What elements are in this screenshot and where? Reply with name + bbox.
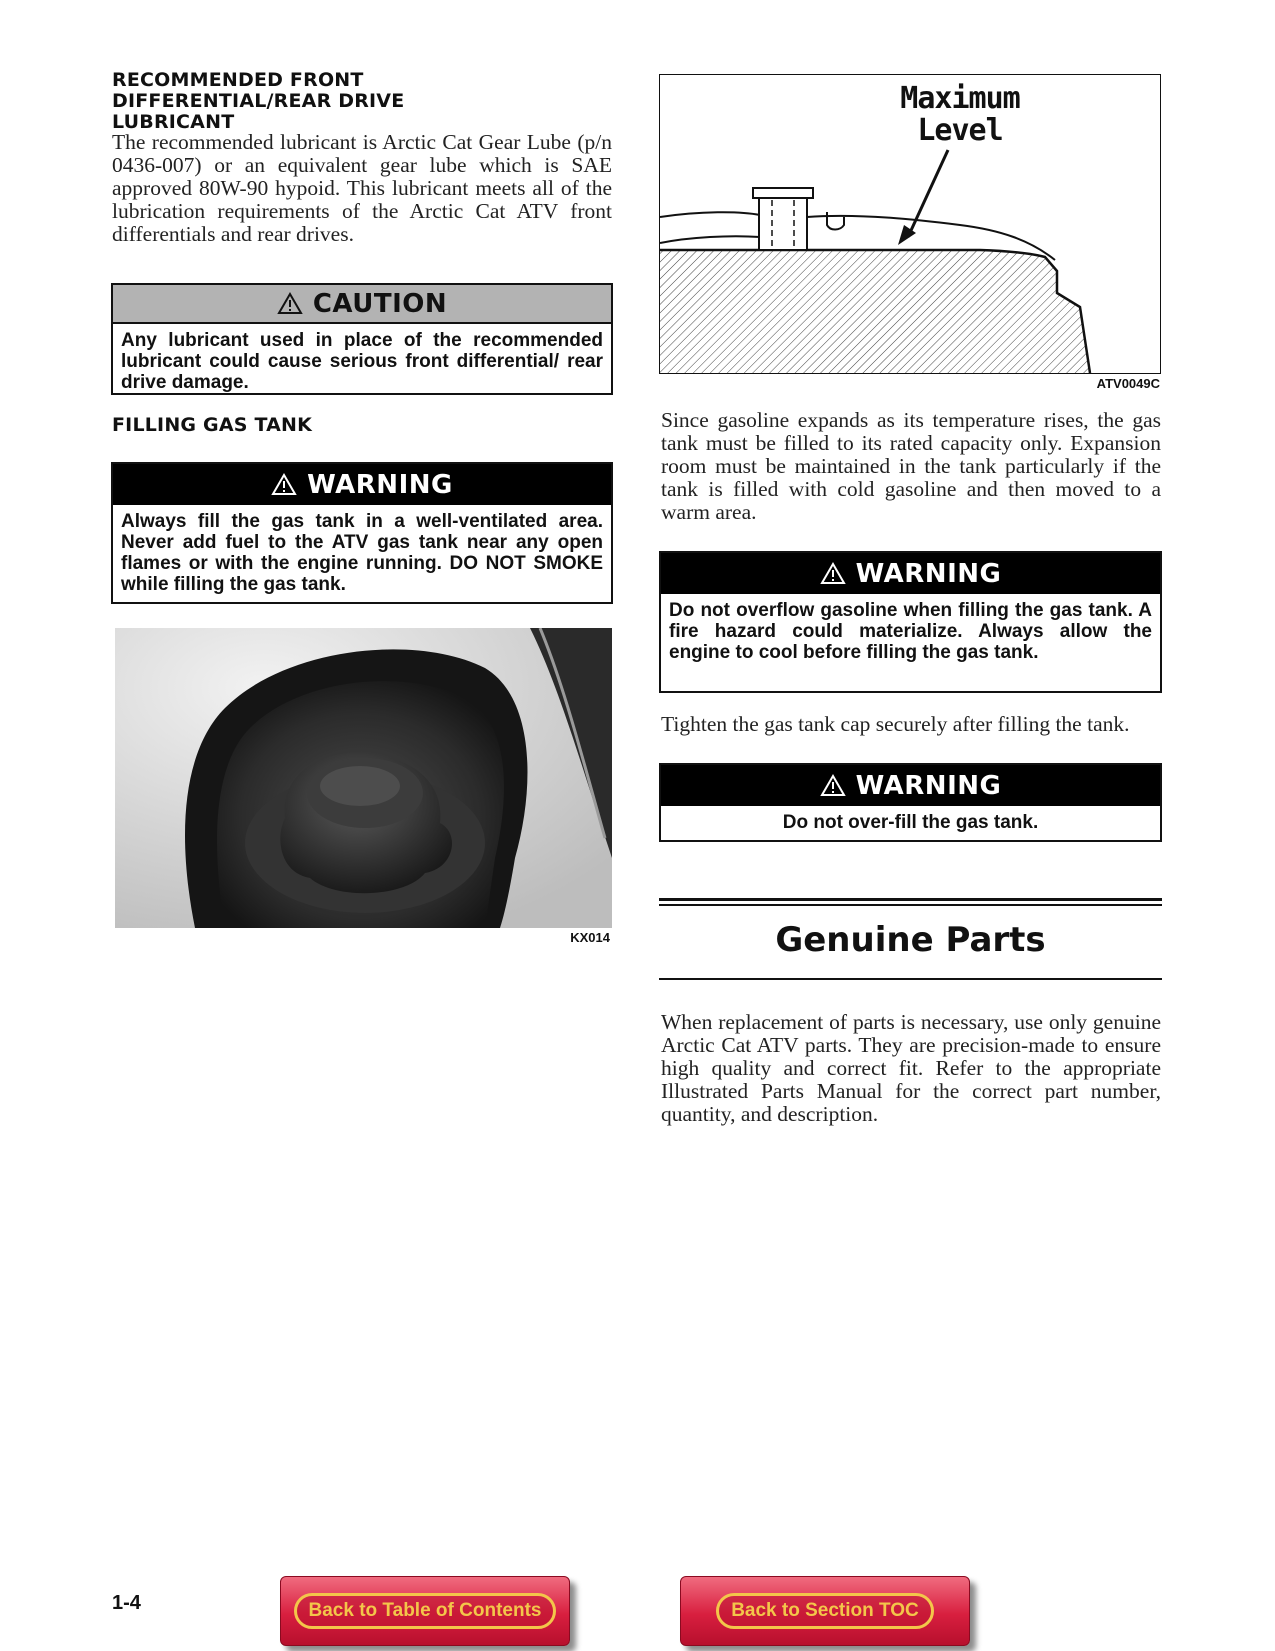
warning-text: Do not overflow gasoline when filling the gas tank. A fire hazard could materialize. Always allow the engine to cool before filling the gas tank.	[669, 600, 1152, 663]
filling-heading: FILLING GAS TANK	[112, 414, 313, 436]
warning-box-overfill	[659, 763, 1162, 842]
heading-line: RECOMMENDED FRONT	[112, 69, 364, 91]
warning-text: Do not over-fill the gas tank.	[782, 812, 1039, 833]
section-rule-top	[659, 898, 1162, 901]
warning-title: WARNING	[307, 469, 453, 500]
warning-header	[661, 765, 1160, 806]
gas-cap-photo	[115, 628, 612, 928]
expansion-paragraph: Since gasoline expands as its temperature rises, the gas tank must be filled to its rated capacity only. Expansion room must be maintained in the tank particularly if the tank is filled with cold gasoline and then moved to a warm area.	[661, 408, 1161, 524]
warning-header	[113, 464, 611, 505]
warning-triangle-icon	[271, 473, 297, 496]
section-title: Genuine Parts	[775, 920, 1046, 960]
caution-header	[113, 285, 611, 324]
maximum-level-label	[860, 83, 1060, 147]
heading-line: DIFFERENTIAL/REAR DRIVE	[112, 90, 405, 112]
warning-triangle-icon	[820, 562, 846, 585]
warning-box-overflow	[659, 551, 1162, 693]
section-rule-top-thin	[659, 904, 1162, 906]
back-to-section-toc-label: Back to Section TOC	[716, 1593, 934, 1629]
gas-cap-photo-graphic	[115, 628, 612, 928]
warning-triangle-icon	[277, 292, 303, 315]
tighten-paragraph: Tighten the gas tank cap securely after filling the tank.	[661, 712, 1130, 736]
warning-box-ventilation	[111, 462, 613, 604]
warning-title: WARNING	[855, 558, 1002, 589]
caution-text: Any lubricant used in place of the recommended lubricant could cause serious front differential/ rear drive damage.	[121, 330, 603, 393]
caution-box	[111, 283, 613, 395]
warning-header	[661, 553, 1160, 594]
parts-paragraph: When replacement of parts is necessary, use only genuine Arctic Cat ATV parts. They are precision-made to ensure high quality and correct fit. Refer to the appropriate Illustrated Parts Manual for the correct part number, quantity, and description.	[661, 1010, 1161, 1126]
lubricant-paragraph: The recommended lubricant is Arctic Cat Gear Lube (p/n 0436-007) or an equivalent gear lube which is SAE approved 80W-90 hypoid. This lubricant meets all of the lubrication requirements of the Arctic Cat ATV front differentials and rear drives.	[112, 130, 612, 246]
caution-title: CAUTION	[312, 288, 448, 319]
warning-text: Always fill the gas tank in a well-ventilated area. Never add fuel to the ATV gas tank near any open flames or with the engine running. DO NOT SMOKE while filling the gas tank.	[121, 511, 603, 595]
back-to-section-toc-button[interactable]	[680, 1576, 970, 1646]
page-number: 1-4	[112, 1592, 141, 1614]
photo-caption: KX014	[570, 930, 610, 945]
warning-title: WARNING	[855, 770, 1002, 801]
heading-line: LUBRICANT	[112, 111, 235, 133]
fuel-level-diagram	[659, 74, 1161, 374]
section-rule-bottom	[659, 978, 1162, 980]
warning-triangle-icon	[820, 774, 846, 797]
back-to-toc-button[interactable]	[280, 1576, 570, 1646]
lubricant-heading	[112, 70, 612, 133]
back-to-toc-label: Back to Table of Contents	[294, 1593, 557, 1629]
diagram-caption: ATV0049C	[1096, 376, 1160, 391]
label-line: Level	[917, 113, 1003, 148]
label-line: Maximum	[900, 81, 1020, 116]
